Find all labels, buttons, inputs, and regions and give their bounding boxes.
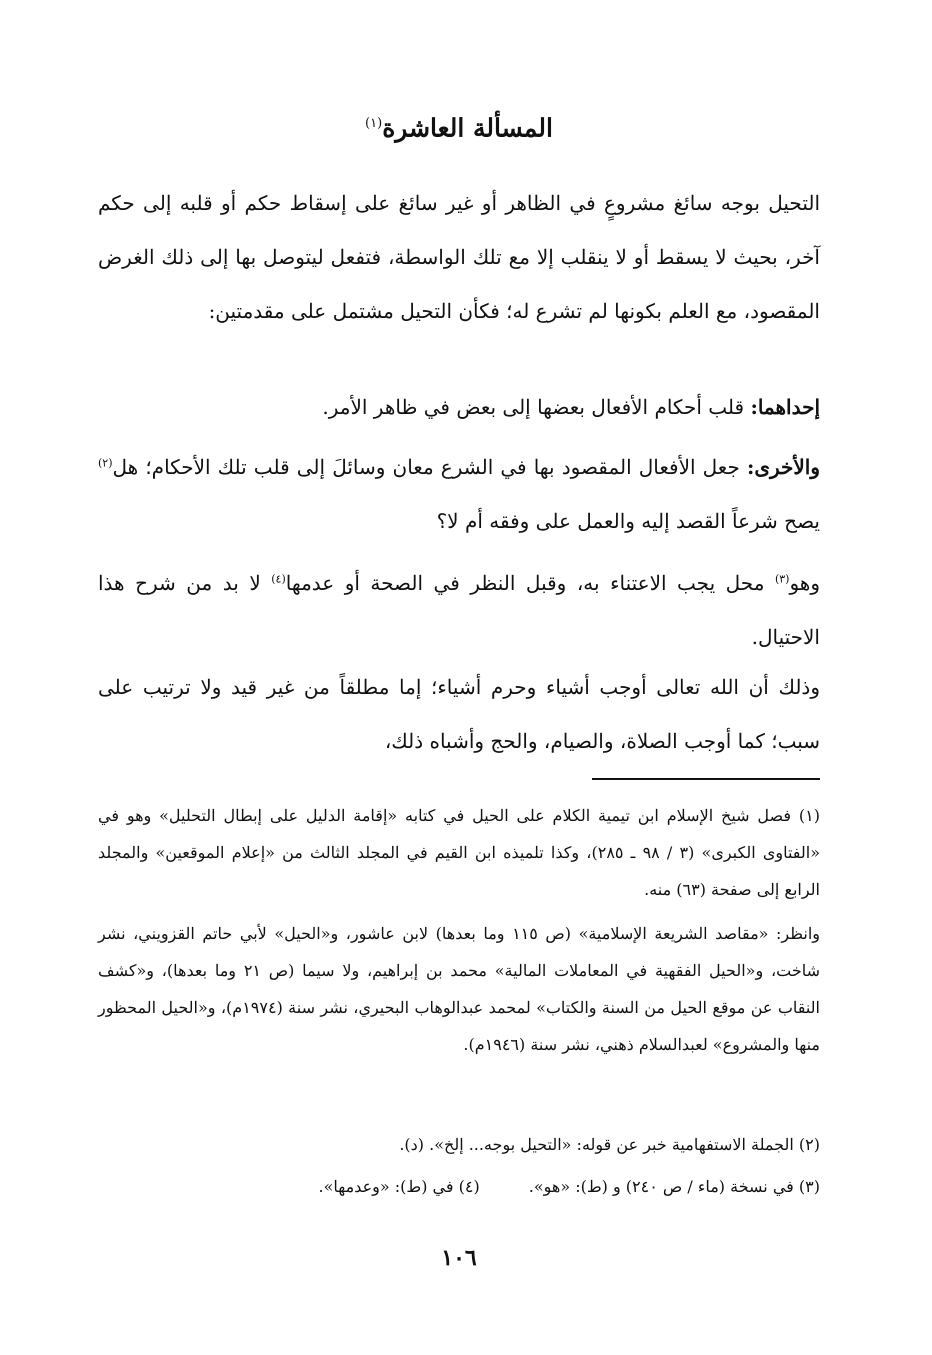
second-premise-text: جعل الأفعال المقصود بها في الشرع معان وسائلَ إلى قلب تلك الأحكام؛ هل — [112, 455, 747, 479]
footnote-separator — [592, 778, 820, 780]
first-premise-text: قلب أحكام الأفعال بعضها إلى بعض في ظاهر الأمر. — [322, 395, 751, 419]
footnote-marker-4: (٤) — [271, 572, 286, 586]
discussion-text-c: لا بد من شرح هذا الاحتيال. — [98, 571, 820, 649]
paragraph-definition: التحيل بوجه سائغ مشروعٍ في الظاهر أو غير سائغ على إسقاط حكم أو قلبه إلى حكم آخر، بحيث لا يسقط أو لا ينقلب إلا مع تلك الواسطة، فتفعل ليتوصل بها إلى ذلك الغرض المقصود، مع العلم بكونها لم تشرع له؛ فكأن التحيل مشتمل على مقدمتين: — [98, 191, 820, 323]
paragraph-explanation: وذلك أن الله تعالى أوجب أشياء وحرم أشياء؛ إما مطلقاً من غير قيد ولا ترتيب على سبب؛ كما أوجب الصلاة، والصيام، والحج وأشباه ذلك، — [98, 675, 820, 753]
page-title — [98, 102, 820, 150]
footnote-2: (٢) الجملة الاستفهامية خبر عن قوله: «التحيل بوجه... إلخ». (د). — [399, 1135, 820, 1154]
footnote-1: (١) فصل شيخ الإسلام ابن تيمية الكلام على الحيل في كتابه «إقامة الدليل على إبطال التحليل» وهو في «الفتاوى الكبرى» (٣ / ٩٨ ـ ٢٨٥)، وكذا تلميذه ابن القيم في المجلد الثالث من «إعلام الموقعين» والمجلد الرابع إلى صفحة (٦٣) منه. — [98, 806, 821, 899]
footnote-3: (٣) في نسخة (ماء / ص ٢٤٠) و (ط): «هو». — [528, 1177, 820, 1196]
first-premise-label: إحداهما: — [750, 395, 820, 419]
footnote-4: (٤) في (ط): «وعدمها». — [318, 1177, 480, 1196]
discussion-text-a: وهو — [789, 571, 820, 595]
footnotes-3-4 — [98, 1168, 820, 1205]
footnote-1-continued: وانظر: «مقاصد الشريعة الإسلامية» (ص ١١٥ وما بعدها) لابن عاشور، و«الحيل» لأبي حاتم القزويني، نشر شاخت، و«الحيل الفقهية في المعاملات المالية» محمد بن إبراهيم، ولا سيما (ص ٢١ وما بعدها)، و«كشف النقاب عن موقع الحيل من السنة والكتاب» لمحمد عبدالوهاب البحيري، نشر سنة (١٩٧٤م)، و«الحيل المحظور منها والمشروع» لعبدالسلام ذهني، نشر سنة (١٩٤٦م). — [98, 924, 821, 1054]
second-premise-text-cont: يصح شرعاً القصد إليه والعمل على وفقه أم لا؟ — [436, 509, 820, 533]
second-premise-label: والأخرى: — [746, 455, 820, 479]
paragraph-discussion — [98, 556, 820, 664]
footnote-marker-2: (٢) — [98, 456, 113, 470]
page-number: ١٠٦ — [441, 1245, 477, 1271]
title-text: المسألة العاشرة — [382, 113, 553, 143]
paragraph-second-premise — [98, 440, 820, 548]
discussion-text-b: محل يجب الاعتناء به، وقبل النظر في الصحة أو عدمها — [285, 571, 775, 595]
paragraph-first-premise — [98, 380, 820, 434]
footnote-marker-3: (٣) — [774, 572, 790, 586]
title-footnote-marker: (١) — [365, 116, 383, 131]
